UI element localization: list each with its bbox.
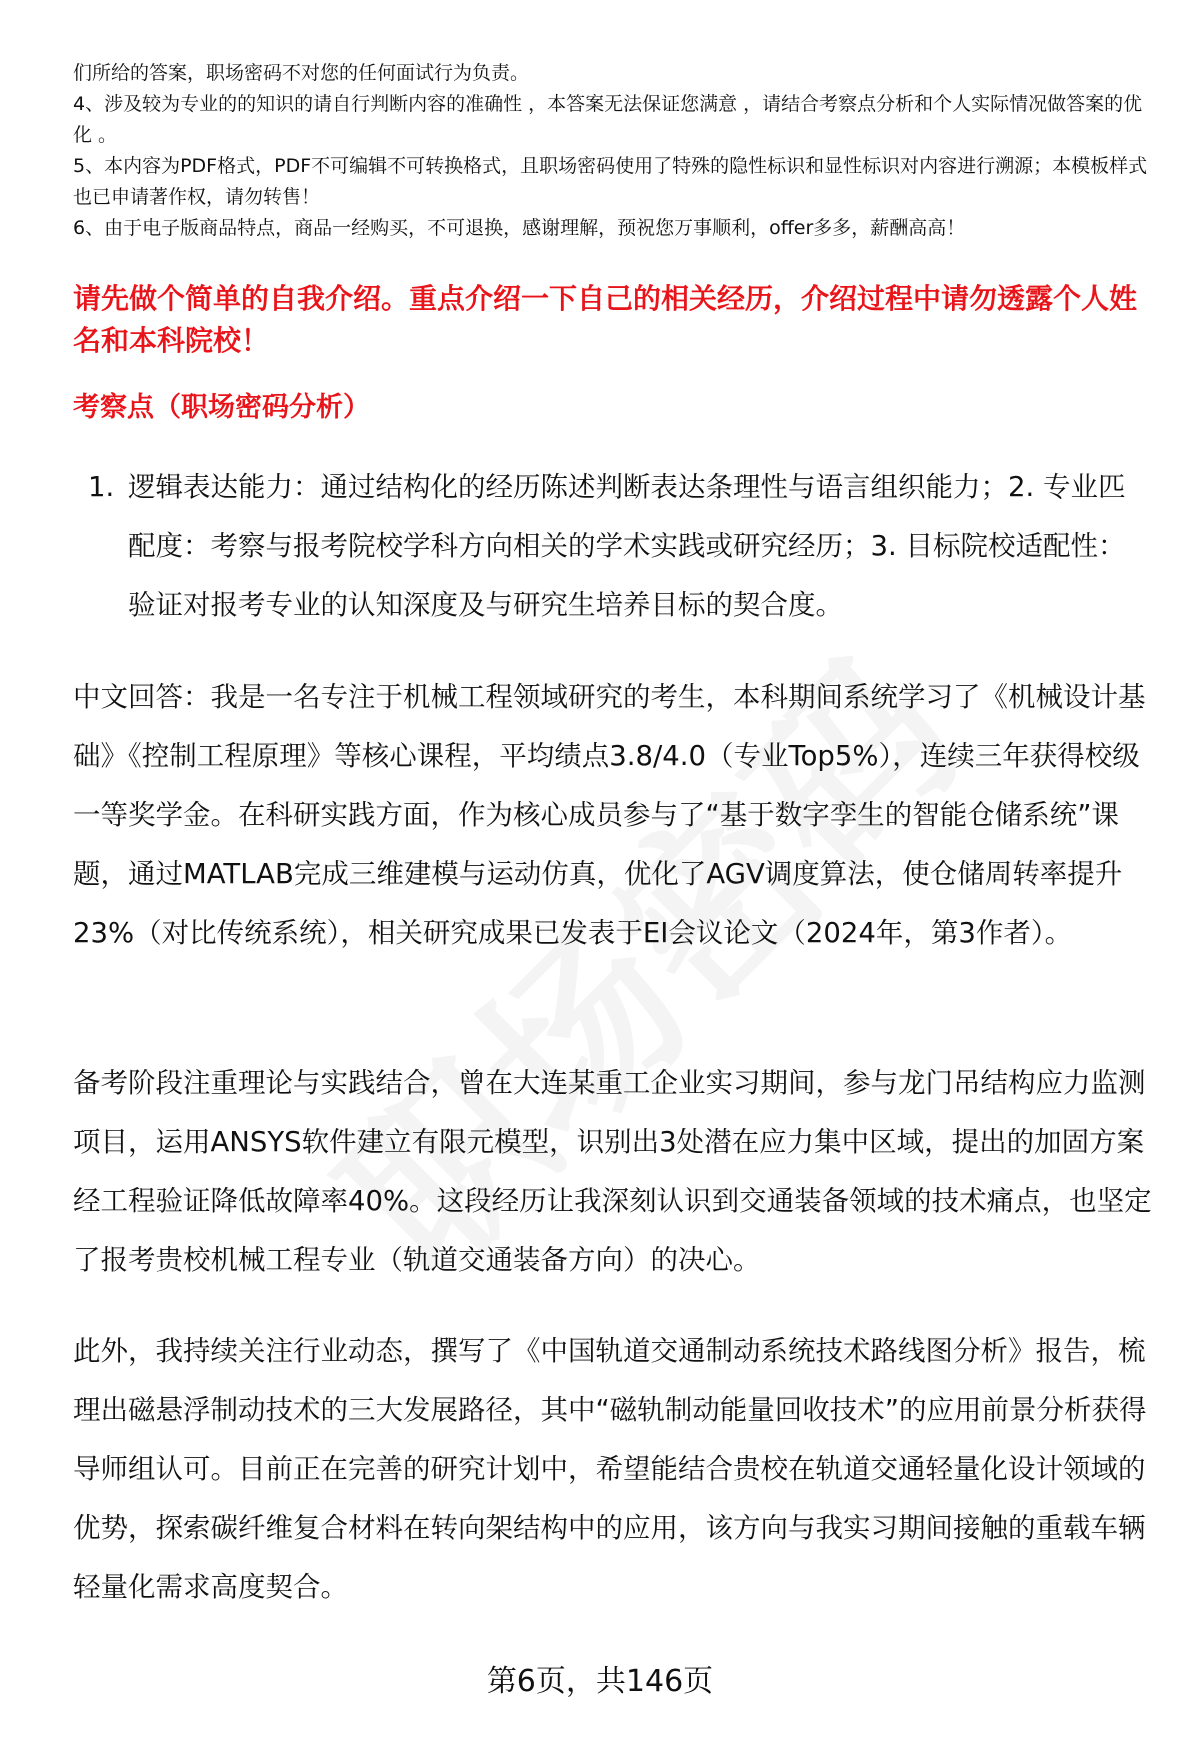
disclaimer-notes — [73, 58, 1153, 244]
interview-question: 请先做个简单的自我介绍。重点介绍一下自己的相关经历，介绍过程中请勿透露个人姓名和本科院校！ — [73, 282, 1138, 357]
note-line: 5、本内容为PDF格式，PDF不可编辑不可转换格式，且职场密码使用了特殊的隐性标识和显性标识对内容进行溯源；本模板样式也已申请著作权，请勿转售！ — [73, 155, 1148, 208]
note-line: 们所给的答案，职场密码不对您的任何面试行为负责。 — [73, 62, 530, 84]
note-line: 6、由于电子版商品特点，商品一经购买，不可退换，感谢理解，预祝您万事顺利，offer多多，薪酬高高！ — [73, 217, 966, 239]
answer-paragraph: 备考阶段注重理论与实践结合，曾在大连某重工企业实习期间，参与龙门吊结构应力监测项目，运用ANSYS软件建立有限元模型，识别出3处潜在应力集中区域，提出的加固方案经工程验证降低故障率40%。这段经历让我深刻认识到交通装备领域的技术痛点，也坚定了报考贵校机械工程专业（轨道交通装备方向）的决心。 — [73, 1067, 1152, 1276]
section-title: 考察点（职场密码分析） — [73, 392, 370, 423]
note-line: 4、涉及较为专业的的知识的请自行判断内容的准确性 ，本答案无法保证您满意 ，请结合考察点分析和个人实际情况做答案的优化 。 — [73, 93, 1143, 146]
list-item-text: 逻辑表达能力：通过结构化的经历陈述判断表达条理性与语言组织能力；2. 专业匹配度：考察与报考院校学科方向相关的学术实践或研究经历；3. 目标院校适配性：验证对报考专业的认知深度及与研究生培养目标的契合度。 — [128, 471, 1126, 621]
list-number: 1. — [88, 471, 115, 503]
answer-paragraph: 此外，我持续关注行业动态，撰写了《中国轨道交通制动系统技术路线图分析》报告，梳理出磁悬浮制动技术的三大发展路径，其中“磁轨制动能量回收技术”的应用前景分析获得导师组认可。目前正在完善的研究计划中，希望能结合贵校在轨道交通轻量化设计领域的优势，探索碳纤维复合材料在转向架结构中的应用，该方向与我实习期间接触的重载车辆轻量化需求高度契合。 — [73, 1335, 1147, 1603]
page-footer: 第6页，共146页 — [486, 1664, 714, 1699]
answer-paragraph: 中文回答：我是一名专注于机械工程领域研究的考生，本科期间系统学习了《机械设计基础》《控制工程原理》等核心课程，平均绩点3.8/4.0（专业Top5%），连续三年获得校级一等奖学金。在科研实践方面，作为核心成员参与了“基于数字孪生的智能仓储系统”课题，通过MATLAB完成三维建模与运动仿真，优化了AGV调度算法，使仓储周转率提升23%（对比传统系统），相关研究成果已发表于EI会议论文（2024年，第3作者）。 — [73, 681, 1146, 949]
assessment-points — [80, 458, 1150, 635]
